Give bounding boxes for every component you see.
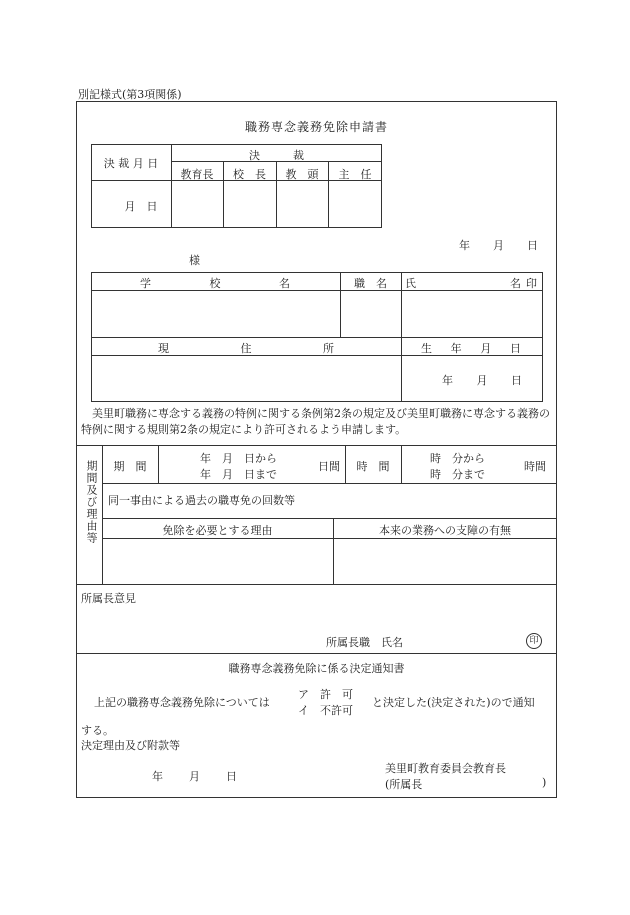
school-name-header: 学 校 名 [140,277,290,290]
role-principal: 校 長 [233,168,266,181]
hours-unit: 時間 [524,460,546,473]
decision-label: 決 裁 [249,149,304,162]
time-from: 時 分から [430,452,485,465]
application-day: 日 [527,239,538,252]
birth-date-values: 年 月 日 [442,374,522,387]
notice-text-after: と決定した(決定された)ので通知 [372,696,535,709]
role-superintendent: 教育長 [180,168,214,181]
form-reference-note: 別記様式(第3項関係) [78,88,182,101]
post-header: 職 名 [354,277,387,290]
approval-date-label: 決 裁 月 日 [103,157,159,170]
name-header: 氏 名 [405,277,521,290]
approval-month-day: 月 日 [124,200,158,213]
notice-text-end: する。 [81,724,114,737]
address-header: 現 住 所 [158,342,334,355]
period-to: 年 月 日まで [200,468,277,481]
impact-header: 本来の業務への支障の有無 [379,524,511,537]
addressee-suffix: 様 [189,254,200,267]
period-reason-side-label: 期間及び理由等 [85,460,98,544]
past-exemption-count: 同一事由による過去の職専免の回数等 [108,494,295,507]
days-unit: 日間 [318,460,340,473]
notice-title: 職務専念義務免除に係る決定通知書 [228,662,405,675]
time-to: 時 分まで [430,468,485,481]
notice-day: 日 [226,770,237,783]
notice-text-before: 上記の職務専念義務免除については [94,696,270,709]
supervisor-opinion-label: 所属長意見 [81,592,136,605]
birth-date-header: 生 年 月 日 [421,342,521,355]
option-approve: ア 許 可 [298,688,353,701]
reason-header: 免除を必要とする理由 [162,524,273,537]
notice-divider [76,653,557,654]
notice-issuer: 美里町教育委員会教育長 [385,762,506,775]
application-statement: 美里町職務に専念する義務の特例に関する条例第2条の規定及び美里町職務に専念する義務の特例に関する規則第2条の規定により許可されるよう申請します。 [81,407,550,436]
supervisor-signature-label: 所属長職 氏名 [326,636,403,649]
application-month: 月 [493,239,504,252]
form-title: 職務専念義務免除申請書 [244,120,388,134]
period-from: 年 月 日から [200,452,277,465]
notice-year: 年 [152,770,163,783]
notice-issuer-alt-open: (所属長 [385,778,423,791]
notice-issuer-alt-close: ) [542,776,547,789]
time-label: 時 間 [356,460,390,473]
role-vice-principal: 教 頭 [285,168,319,181]
period-label: 期 間 [113,460,147,473]
option-deny: イ 不許可 [298,704,353,717]
decision-reason-label: 決定理由及び附款等 [81,739,180,752]
role-chief: 主 任 [338,168,372,181]
application-year: 年 [459,239,470,252]
seal-label: 印 [526,277,537,290]
notice-month: 月 [189,770,200,783]
seal-stamp-icon: 印 [526,633,542,649]
